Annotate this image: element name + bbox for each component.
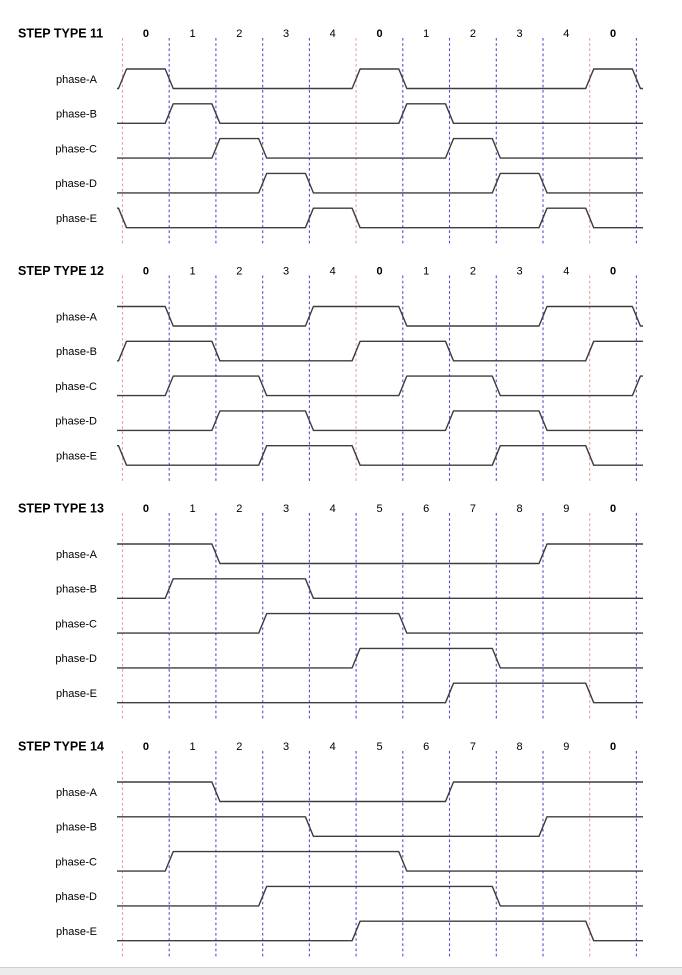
step-label: 3 [516,265,523,278]
step-label: 7 [469,741,476,753]
step-label: 3 [282,741,290,753]
waveform-phase-D [117,886,643,906]
phase-label: phase-D [55,415,97,428]
step-type-12-panel [18,264,643,481]
step-label: 3 [282,265,290,278]
step-label: 7 [469,503,476,515]
step-label: 0 [142,28,149,40]
step-label: 2 [236,741,243,753]
phase-label: phase-D [55,891,97,904]
step-label: 2 [469,28,476,40]
waveform-phase-E [117,208,643,228]
phase-label: phase-A [56,786,97,799]
step-label: 0 [610,265,617,278]
step-label: 6 [423,741,430,753]
step-label: 1 [189,265,196,278]
phase-label: phase-E [56,212,97,225]
step-label: 9 [563,503,570,515]
phase-label: phase-E [56,688,97,700]
waveform-phase-B [117,341,643,361]
waveform-phase-B [117,104,643,124]
step-label: 0 [376,265,383,278]
panel-title: STEP TYPE 14 [18,739,104,754]
step-type-11-panel [18,27,643,244]
step-label: 1 [189,503,196,515]
step-label: 8 [516,503,523,515]
step-label: 1 [423,28,430,40]
phase-label: phase-A [56,548,97,561]
phase-label: phase-B [56,821,97,834]
step-label: 5 [376,503,383,515]
phase-label: phase-C [55,143,97,156]
step-label: 4 [329,28,336,40]
waveform-phase-D [117,411,643,431]
step-label: 5 [376,741,383,753]
step-label: 0 [142,503,149,515]
waveform-phase-D [117,173,643,193]
waveform-phase-E [117,683,643,703]
step-label: 0 [610,503,617,515]
waveform-phase-B [117,817,643,837]
step-label: 0 [142,265,149,278]
step-label: 0 [610,28,617,40]
waveform-phase-A [117,544,643,564]
waveform-phase-C [117,139,643,159]
waveform-phase-C [117,376,643,396]
phase-label: phase-B [56,108,97,121]
step-label: 1 [189,741,196,753]
phase-label: phase-E [56,450,97,463]
waveform-phase-D [117,648,643,668]
step-label: 4 [329,265,336,278]
phase-label: phase-D [55,178,97,191]
step-label: 2 [236,265,243,278]
footer-bar [0,967,682,975]
step-label: 8 [516,741,523,753]
step-type-14-panel [18,740,643,957]
panel-title: STEP TYPE 11 [18,26,104,41]
step-label: 4 [329,503,336,515]
phase-label: phase-B [56,583,97,596]
waveform-phase-C [117,614,643,634]
phase-label: phase-A [56,73,97,86]
phase-label: phase-C [55,618,97,631]
panel-title: STEP TYPE 12 [18,264,104,278]
step-label: 2 [236,503,243,515]
waveform-phase-B [117,579,643,599]
step-label: 3 [282,503,290,515]
step-label: 3 [282,28,290,40]
phase-label: phase-D [55,653,97,666]
step-type-13-panel [18,502,643,719]
step-label: 0 [142,741,149,753]
step-label: 4 [563,28,570,40]
phase-label: phase-E [56,926,97,938]
waveform-phase-A [117,307,643,327]
step-label: 3 [516,28,523,40]
step-label: 1 [423,265,430,278]
waveform-phase-E [117,921,643,941]
step-label: 0 [376,28,383,40]
step-label: 0 [610,741,617,753]
waveform-phase-C [117,852,643,872]
step-label: 6 [423,503,430,515]
step-label: 4 [563,265,570,278]
phase-label: phase-C [55,856,97,869]
step-label: 9 [563,741,570,753]
step-label: 2 [236,28,243,40]
step-label: 1 [189,28,196,40]
waveform-phase-A [117,782,643,802]
phase-label: phase-B [56,346,97,359]
phase-label: phase-C [55,380,97,393]
phase-label: phase-A [56,311,97,324]
step-label: 4 [329,741,336,753]
waveform-phase-A [117,69,643,89]
panel-title: STEP TYPE 13 [18,501,104,516]
step-label: 2 [469,265,476,278]
waveform-phase-E [117,446,643,466]
